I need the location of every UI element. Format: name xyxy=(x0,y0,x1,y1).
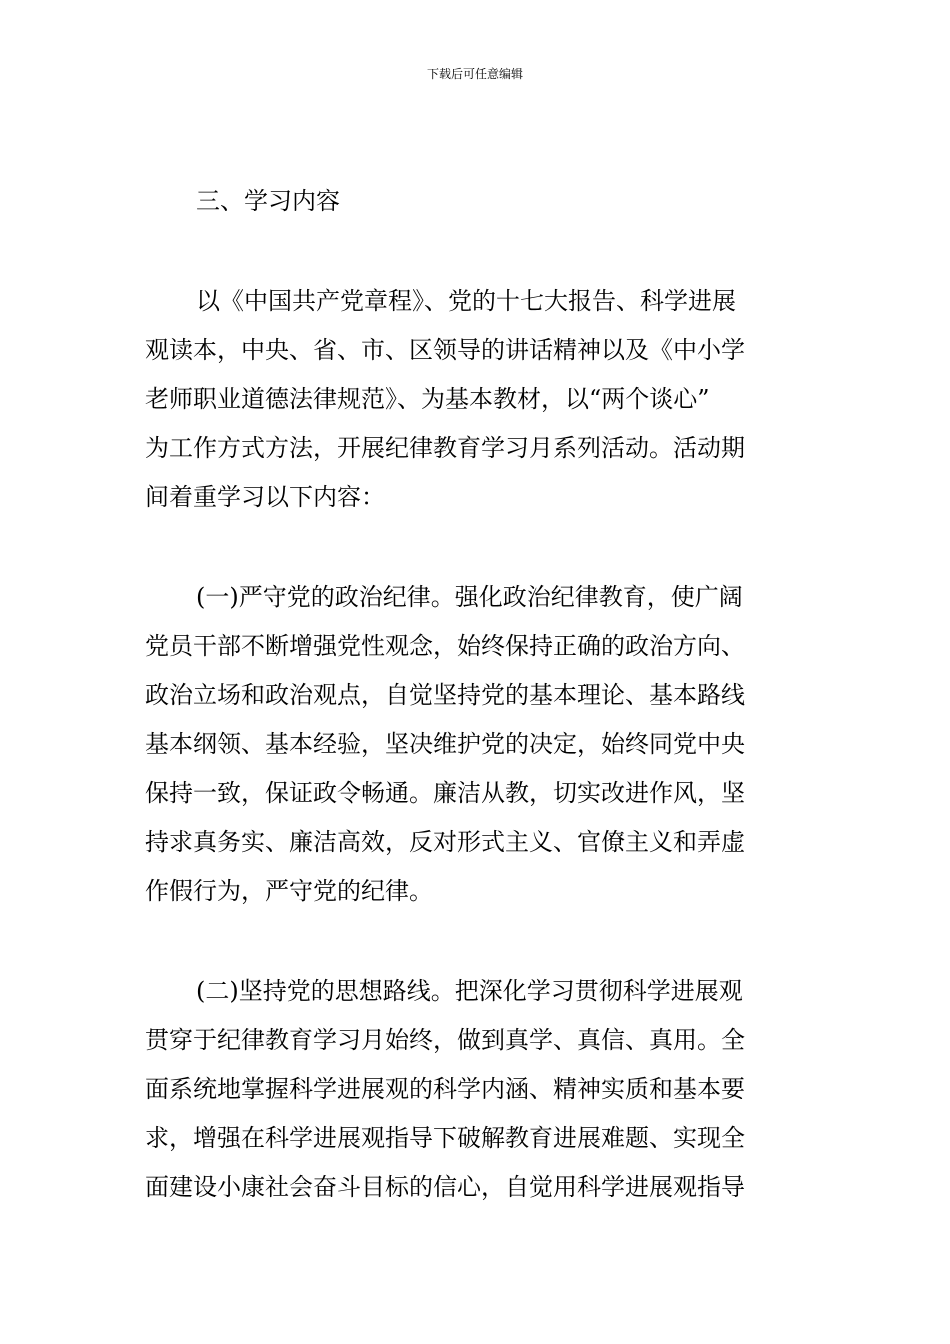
paragraph-line: 基本纲领、基本经验，坚决维护党的决定，始终同党中央 xyxy=(145,730,745,758)
paragraph-line: 求，增强在科学进展观指导下破解教育进展难题、实现全 xyxy=(145,1124,745,1152)
paragraph-line: 保持一致，保证政令畅通。廉洁从教，切实改进作风，坚 xyxy=(145,779,745,807)
paragraph-line: 观读本，中央、省、市、区领导的讲话精神以及《中小学 xyxy=(145,336,745,364)
paragraph-line: (一)严守党的政治纪律。强化政治纪律教育，使广阔 xyxy=(196,583,743,611)
paragraph-gap xyxy=(145,226,810,277)
paragraph-ideological-line xyxy=(145,967,810,1212)
paragraph-line: 老师职业道德法律规范》、为基本教材，以“两个谈心” xyxy=(145,385,710,413)
paragraph-gap xyxy=(145,522,810,573)
page-header: 下载后可任意编辑 xyxy=(426,67,523,81)
paragraph-study-materials xyxy=(145,277,810,522)
paragraph-line: 作假行为，严守党的纪律。 xyxy=(145,877,433,905)
paragraph-line: 面建设小康社会奋斗目标的信心，自觉用科学进展观指导 xyxy=(145,1173,745,1201)
paragraph-line: 政治立场和政治观点，自觉坚持党的基本理论、基本路线 xyxy=(145,681,745,709)
paragraph-line: 持求真务实、廉洁高效，反对形式主义、官僚主义和弄虚 xyxy=(145,828,745,856)
paragraph-political-discipline xyxy=(145,573,810,916)
paragraph-line: 贯穿于纪律教育学习月始终，做到真学、真信、真用。全 xyxy=(145,1026,745,1054)
paragraph-line: 为工作方式方法，开展纪律教育学习月系列活动。活动期 xyxy=(145,434,745,462)
paragraph-line: 以《中国共产党章程》、党的十七大报告、科学进展 xyxy=(196,287,736,315)
paragraph-line: 面系统地掌握科学进展观的科学内涵、精神实质和基本要 xyxy=(145,1075,745,1103)
document-body xyxy=(145,177,810,1212)
paragraph-line: (二)坚持党的思想路线。把深化学习贯彻科学进展观 xyxy=(196,977,743,1005)
paragraph-gap xyxy=(145,916,810,967)
section-heading: 三、学习内容 xyxy=(196,187,340,215)
paragraph-line: 党员干部不断增强党性观念，始终保持正确的政治方向、 xyxy=(145,632,745,660)
paragraph-line: 间着重学习以下内容： xyxy=(145,483,385,511)
